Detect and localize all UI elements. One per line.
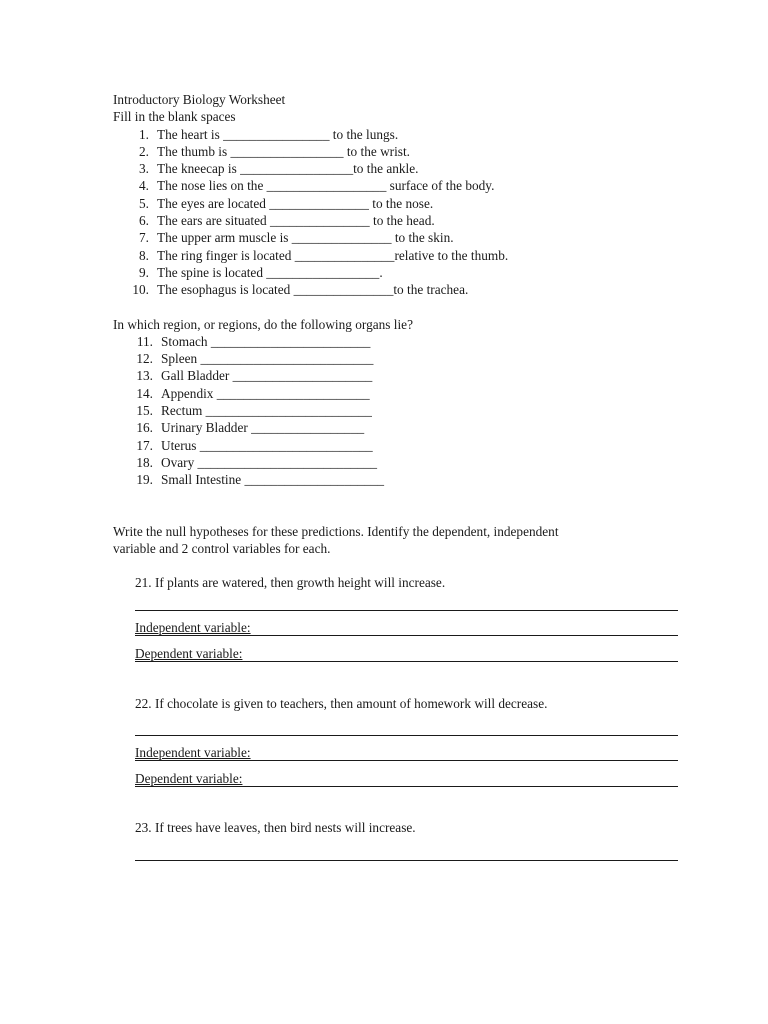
hypothesis-22-independent-variable[interactable]: Independent variable: bbox=[135, 744, 678, 761]
hypothesis-21-answer-line[interactable] bbox=[135, 591, 678, 611]
item-number: 1. bbox=[139, 126, 149, 142]
hypothesis-21-dependent-variable[interactable]: Dependent variable: bbox=[135, 645, 678, 662]
item-text: Uterus __________________________ bbox=[161, 437, 373, 453]
hypothesis-21-text: 21. If plants are watered, then growth height will increase. bbox=[135, 575, 446, 591]
item-text: The kneecap is _________________to the ankle. bbox=[157, 161, 419, 177]
item-text: Spleen __________________________ bbox=[161, 351, 374, 367]
worksheet-page bbox=[113, 91, 693, 861]
fill-instructions: Fill in the blank spaces bbox=[113, 109, 236, 125]
list-item bbox=[113, 402, 693, 419]
item-text: Gall Bladder _____________________ bbox=[161, 368, 373, 384]
list-item bbox=[113, 126, 693, 143]
list-item bbox=[113, 195, 693, 212]
item-number: 9. bbox=[139, 264, 149, 280]
list-item bbox=[113, 385, 693, 402]
item-text: Small Intestine _____________________ bbox=[161, 472, 385, 488]
hypothesis-instructions-line1: Write the null hypotheses for these predictions. Identify the dependent, independent bbox=[113, 523, 559, 539]
item-number: 12. bbox=[136, 351, 153, 367]
list-item bbox=[113, 212, 693, 229]
item-text: Rectum _________________________ bbox=[161, 403, 372, 419]
item-number: 19. bbox=[136, 472, 153, 488]
hypothesis-23-answer-line[interactable] bbox=[135, 836, 678, 861]
item-number: 13. bbox=[136, 368, 153, 384]
item-number: 7. bbox=[139, 230, 149, 246]
item-text: Appendix _______________________ bbox=[161, 385, 370, 401]
hypothesis-23-text: 23. If trees have leaves, then bird nests will increase. bbox=[135, 819, 416, 835]
item-number: 17. bbox=[136, 437, 153, 453]
item-number: 3. bbox=[139, 161, 149, 177]
list-item bbox=[113, 367, 693, 384]
list-item bbox=[113, 437, 693, 454]
item-number: 11. bbox=[136, 333, 153, 349]
item-number: 5. bbox=[139, 195, 149, 211]
item-text: The thumb is _________________ to the wrist. bbox=[157, 143, 410, 159]
hypothesis-22-answer-line[interactable] bbox=[135, 713, 678, 736]
fill-in-list bbox=[113, 126, 693, 299]
item-number: 2. bbox=[139, 143, 149, 159]
item-text: The esophagus is located _______________to the trachea. bbox=[157, 282, 469, 298]
item-text: The spine is located _________________. bbox=[157, 264, 383, 280]
list-item bbox=[113, 333, 693, 350]
item-text: The ring finger is located _______________relative to the thumb. bbox=[157, 247, 509, 263]
hypothesis-22-dependent-variable[interactable]: Dependent variable: bbox=[135, 770, 678, 787]
list-item bbox=[113, 143, 693, 160]
item-number: 15. bbox=[136, 403, 153, 419]
item-text: Ovary ___________________________ bbox=[161, 454, 378, 470]
item-text: The ears are situated _______________ to the head. bbox=[157, 213, 435, 229]
item-text: The heart is ________________ to the lungs. bbox=[157, 126, 399, 142]
hypothesis-21-independent-variable[interactable]: Independent variable: bbox=[135, 619, 678, 636]
worksheet-title: Introductory Biology Worksheet bbox=[113, 92, 286, 107]
item-number: 4. bbox=[139, 178, 149, 194]
item-text: The eyes are located _______________ to the nose. bbox=[157, 195, 434, 211]
item-text: Stomach ________________________ bbox=[161, 333, 371, 349]
list-item bbox=[113, 454, 693, 471]
list-item bbox=[113, 350, 693, 367]
list-item bbox=[113, 419, 693, 436]
hypothesis-instructions-line2: variable and 2 control variables for each. bbox=[113, 540, 331, 556]
list-item bbox=[113, 264, 693, 281]
item-text: The upper arm muscle is _______________ to the skin. bbox=[157, 230, 454, 246]
list-item bbox=[113, 281, 693, 298]
list-item bbox=[113, 177, 693, 194]
list-item bbox=[113, 247, 693, 264]
region-instructions: In which region, or regions, do the following organs lie? bbox=[113, 316, 413, 332]
list-item bbox=[113, 471, 693, 488]
hypothesis-22-text: 22. If chocolate is given to teachers, then amount of homework will decrease. bbox=[135, 696, 548, 712]
item-number: 6. bbox=[139, 213, 149, 229]
item-number: 18. bbox=[136, 454, 153, 470]
item-number: 8. bbox=[139, 247, 149, 263]
item-text: Urinary Bladder _________________ bbox=[161, 420, 365, 436]
item-number: 16. bbox=[136, 420, 153, 436]
item-number: 10. bbox=[132, 282, 149, 298]
list-item bbox=[113, 160, 693, 177]
item-text: The nose lies on the __________________ surface of the body. bbox=[157, 178, 495, 194]
list-item bbox=[113, 229, 693, 246]
organ-list bbox=[113, 333, 693, 489]
item-number: 14. bbox=[136, 385, 153, 401]
